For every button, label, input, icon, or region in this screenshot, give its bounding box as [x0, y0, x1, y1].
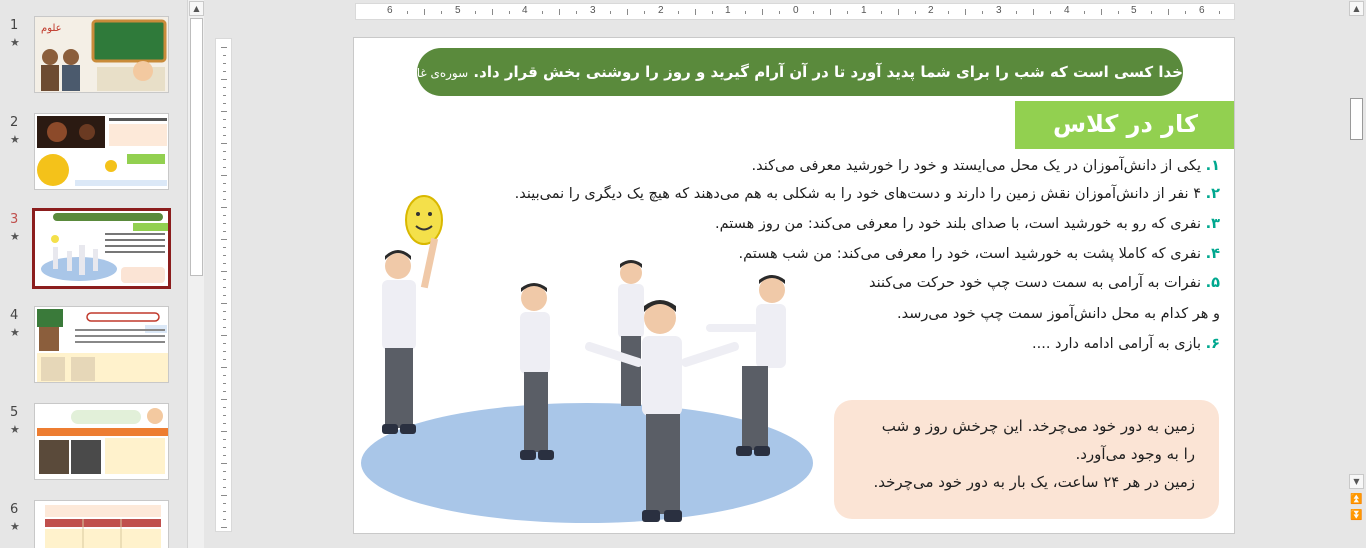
animation-star-icon: ★	[10, 326, 20, 339]
ruler-label: 1	[725, 5, 731, 16]
ruler-tick	[542, 11, 543, 14]
scroll-down-arrow-icon[interactable]: ▼	[1349, 474, 1364, 489]
ruler-tick	[695, 9, 696, 15]
ruler-tick	[223, 255, 226, 256]
slide-preview[interactable]	[34, 403, 169, 480]
ruler-tick	[223, 55, 226, 56]
note-line: زمین در هر ۲۴ ساعت، یک بار به دور خود می‌چرخد.	[873, 473, 1195, 491]
ruler-label: 1	[861, 5, 867, 16]
scroll-up-arrow-icon[interactable]: ▲	[1349, 1, 1364, 16]
animation-star-icon: ★	[10, 230, 20, 243]
ruler-tick	[221, 239, 227, 240]
ruler-tick	[223, 151, 226, 152]
ruler-tick	[223, 319, 226, 320]
verse-reference: سوره‌ی غافر، آیه‌ی ۶۱	[357, 66, 469, 80]
list-item[interactable]	[897, 306, 1220, 322]
ruler-tick	[965, 9, 966, 15]
ruler-tick	[223, 423, 226, 424]
ruler-tick	[1101, 9, 1102, 15]
verse-banner[interactable]	[357, 48, 1183, 96]
next-slide-icon[interactable]: ⏬	[1350, 510, 1363, 521]
ruler-tick	[576, 11, 577, 14]
list-number: ۵.	[1205, 275, 1220, 291]
ruler-tick	[407, 11, 408, 14]
ruler-tick	[915, 11, 916, 14]
svg-text:ﻋﻠﻮم: ﻋﻠﻮم	[41, 23, 62, 34]
ruler-tick	[644, 11, 645, 14]
ruler-label: 2	[658, 5, 664, 16]
list-text: یکی از دانش‌آموزان در یک محل می‌ایستد و خود را خورشید معرفی می‌کند.	[751, 158, 1206, 174]
scrollbar-thumb[interactable]	[1350, 98, 1363, 140]
list-number: ۳.	[1205, 216, 1220, 232]
ruler-tick	[223, 63, 226, 64]
list-text: و هر کدام به محل دانش‌آموز سمت چپ خود می‌رسد.	[897, 306, 1220, 322]
ruler-tick	[223, 343, 226, 344]
list-text: بازی به آرامی ادامه دارد ....	[1032, 336, 1206, 352]
ruler-tick	[712, 11, 713, 14]
ruler-tick	[223, 415, 226, 416]
ruler-tick	[223, 287, 226, 288]
ruler-tick	[779, 11, 780, 14]
ruler-tick	[223, 519, 226, 520]
ruler-tick	[223, 103, 226, 104]
ruler-tick	[221, 47, 227, 48]
ruler-tick	[881, 11, 882, 14]
animation-star-icon: ★	[10, 520, 20, 533]
list-item[interactable]	[869, 275, 1220, 291]
ruler-tick	[223, 311, 226, 312]
ruler-tick	[627, 9, 628, 15]
slide-editing-area[interactable]	[205, 0, 1345, 548]
slide-canvas[interactable]	[353, 37, 1235, 534]
section-title[interactable]: کار در کلاس	[1015, 101, 1235, 149]
ruler-tick	[223, 167, 226, 168]
ruler-tick	[762, 9, 763, 15]
slide-preview[interactable]	[34, 113, 169, 190]
horizontal-ruler[interactable]	[355, 3, 1235, 20]
ruler-tick	[1219, 11, 1220, 14]
ruler-tick	[223, 327, 226, 328]
ruler-tick	[223, 375, 226, 376]
ruler-tick	[221, 303, 227, 304]
ruler-tick	[221, 111, 227, 112]
animation-star-icon: ★	[10, 133, 20, 146]
ruler-tick	[221, 367, 227, 368]
list-text: نفری که کاملا پشت به خورشید است، خود را معرفی می‌کند: من شب هستم.	[738, 246, 1206, 262]
note-line: زمین به دور خود می‌چرخد. این چرخش روز و شب	[881, 417, 1195, 435]
slide-preview[interactable]	[34, 306, 169, 383]
ruler-tick	[223, 359, 226, 360]
ruler-label: 5	[1131, 5, 1137, 16]
slide-thumbnail-2[interactable]	[0, 113, 186, 195]
ruler-tick	[223, 127, 226, 128]
slide-preview[interactable]	[34, 16, 169, 93]
scroll-up-arrow-icon[interactable]: ▲	[189, 1, 204, 16]
verse-text: خدا کسی است که شب را برای شما پدید آورد تا در آن آرام گیرید و روز را روشنی بخش قرار داد.	[473, 63, 1183, 81]
ruler-tick	[1168, 9, 1169, 15]
list-item[interactable]	[1032, 336, 1220, 352]
student-night	[618, 260, 644, 406]
students-photo[interactable]	[354, 188, 834, 534]
slide-number: 6	[10, 502, 19, 517]
ruler-tick	[221, 79, 227, 80]
ruler-tick	[223, 479, 226, 480]
slide-thumbnail-1[interactable]	[0, 16, 186, 98]
vertical-scrollbar[interactable]	[1347, 0, 1366, 548]
ruler-label: 3	[996, 5, 1002, 16]
ruler-tick	[223, 87, 226, 88]
ruler-tick	[745, 11, 746, 14]
ruler-tick	[223, 223, 226, 224]
ruler-tick	[948, 11, 949, 14]
summary-note[interactable]	[834, 400, 1219, 519]
slide-thumbnail-3[interactable]	[0, 210, 186, 292]
ruler-tick	[223, 447, 226, 448]
ruler-tick	[223, 215, 226, 216]
ruler-tick	[223, 183, 226, 184]
vertical-ruler[interactable]	[215, 38, 232, 532]
horizontal-scroll-strip	[205, 538, 1345, 548]
list-number: ۱.	[1205, 158, 1220, 174]
ruler-tick	[1033, 9, 1034, 15]
list-number: ۲.	[1205, 186, 1220, 202]
ruler-tick	[223, 231, 226, 232]
slide-number: 2	[10, 115, 19, 130]
ruler-tick	[492, 9, 493, 15]
ruler-tick	[1016, 11, 1017, 14]
slide-preview[interactable]	[32, 208, 171, 289]
ruler-tick	[223, 455, 226, 456]
ruler-tick	[221, 175, 227, 176]
ruler-tick	[221, 495, 227, 496]
ruler-tick	[223, 295, 226, 296]
list-text: نفرات به آرامی به سمت دست چپ خود حرکت می‌کنند	[869, 275, 1206, 291]
slide-thumbnail-4[interactable]	[0, 306, 186, 388]
ruler-tick	[223, 511, 226, 512]
ruler-tick	[221, 431, 227, 432]
ruler-tick	[223, 119, 226, 120]
slide-number: 1	[10, 18, 19, 33]
ruler-label: 5	[455, 5, 461, 16]
list-number: ۴.	[1205, 246, 1220, 262]
ruler-tick	[424, 9, 425, 15]
ruler-tick	[223, 263, 226, 264]
ruler-tick	[1185, 11, 1186, 14]
slide-thumbnail-pane[interactable]	[0, 0, 186, 548]
animation-star-icon: ★	[10, 423, 20, 436]
ruler-label: 4	[522, 5, 528, 16]
slide-thumbnail-6[interactable]	[0, 500, 186, 548]
scrollbar-thumb[interactable]	[190, 18, 203, 276]
ruler-tick	[610, 11, 611, 14]
ruler-label: 2	[928, 5, 934, 16]
ruler-label: 3	[590, 5, 596, 16]
ruler-tick	[223, 71, 226, 72]
slide-number: 4	[10, 308, 19, 323]
ruler-label: 4	[1064, 5, 1070, 16]
ruler-tick	[223, 407, 226, 408]
list-text: ۴ نفر از دانش‌آموزان نقش زمین را دارند و دست‌های خود را به شکلی به هم می‌دهند که هیچ یک دیگری را نمی‌بیند.	[514, 186, 1206, 202]
ruler-tick	[678, 11, 679, 14]
ruler-tick	[559, 9, 560, 15]
ruler-tick	[1084, 11, 1085, 14]
ruler-tick	[221, 527, 227, 528]
ruler-label: 6	[1199, 5, 1205, 16]
ruler-tick	[223, 487, 226, 488]
list-item[interactable]	[751, 158, 1220, 174]
student-sun	[382, 196, 442, 434]
ruler-tick	[813, 11, 814, 14]
ruler-tick	[982, 11, 983, 14]
ruler-tick	[223, 351, 226, 352]
ruler-tick	[1050, 11, 1051, 14]
slide-preview[interactable]	[34, 500, 169, 548]
note-line: را به وجود می‌آورد.	[1075, 445, 1195, 463]
ruler-tick	[441, 11, 442, 14]
ruler-tick	[223, 191, 226, 192]
ruler-tick	[223, 159, 226, 160]
ruler-tick	[830, 9, 831, 15]
ruler-tick	[223, 135, 226, 136]
thumbnail-scrollbar[interactable]	[187, 0, 204, 548]
ruler-tick	[223, 471, 226, 472]
ruler-tick	[1151, 11, 1152, 14]
ruler-tick	[223, 503, 226, 504]
animation-star-icon: ★	[10, 36, 20, 49]
ruler-tick	[223, 439, 226, 440]
ruler-tick	[223, 95, 226, 96]
ruler-tick	[475, 11, 476, 14]
ruler-label: 6	[387, 5, 393, 16]
ruler-tick	[223, 279, 226, 280]
ruler-tick	[223, 383, 226, 384]
ruler-tick	[221, 399, 227, 400]
ruler-tick	[221, 207, 227, 208]
list-number: ۶.	[1205, 336, 1220, 352]
list-text: نفری که رو به خورشید است، با صدای بلند خود را معرفی می‌کند: من روز هستم.	[715, 216, 1206, 232]
ruler-tick	[509, 11, 510, 14]
slide-number: 5	[10, 405, 19, 420]
ruler-tick	[847, 11, 848, 14]
ruler-tick	[223, 391, 226, 392]
ruler-tick	[1118, 11, 1119, 14]
ruler-tick	[223, 247, 226, 248]
ruler-tick	[221, 335, 227, 336]
ruler-tick	[223, 199, 226, 200]
slide-thumbnail-5[interactable]	[0, 403, 186, 485]
previous-slide-icon[interactable]: ⏫	[1350, 494, 1363, 505]
ruler-tick	[221, 271, 227, 272]
ruler-tick	[898, 9, 899, 15]
slide-number: 3	[10, 212, 19, 227]
ruler-tick	[221, 463, 227, 464]
ruler-label: 0	[793, 5, 799, 16]
ruler-tick	[221, 143, 227, 144]
